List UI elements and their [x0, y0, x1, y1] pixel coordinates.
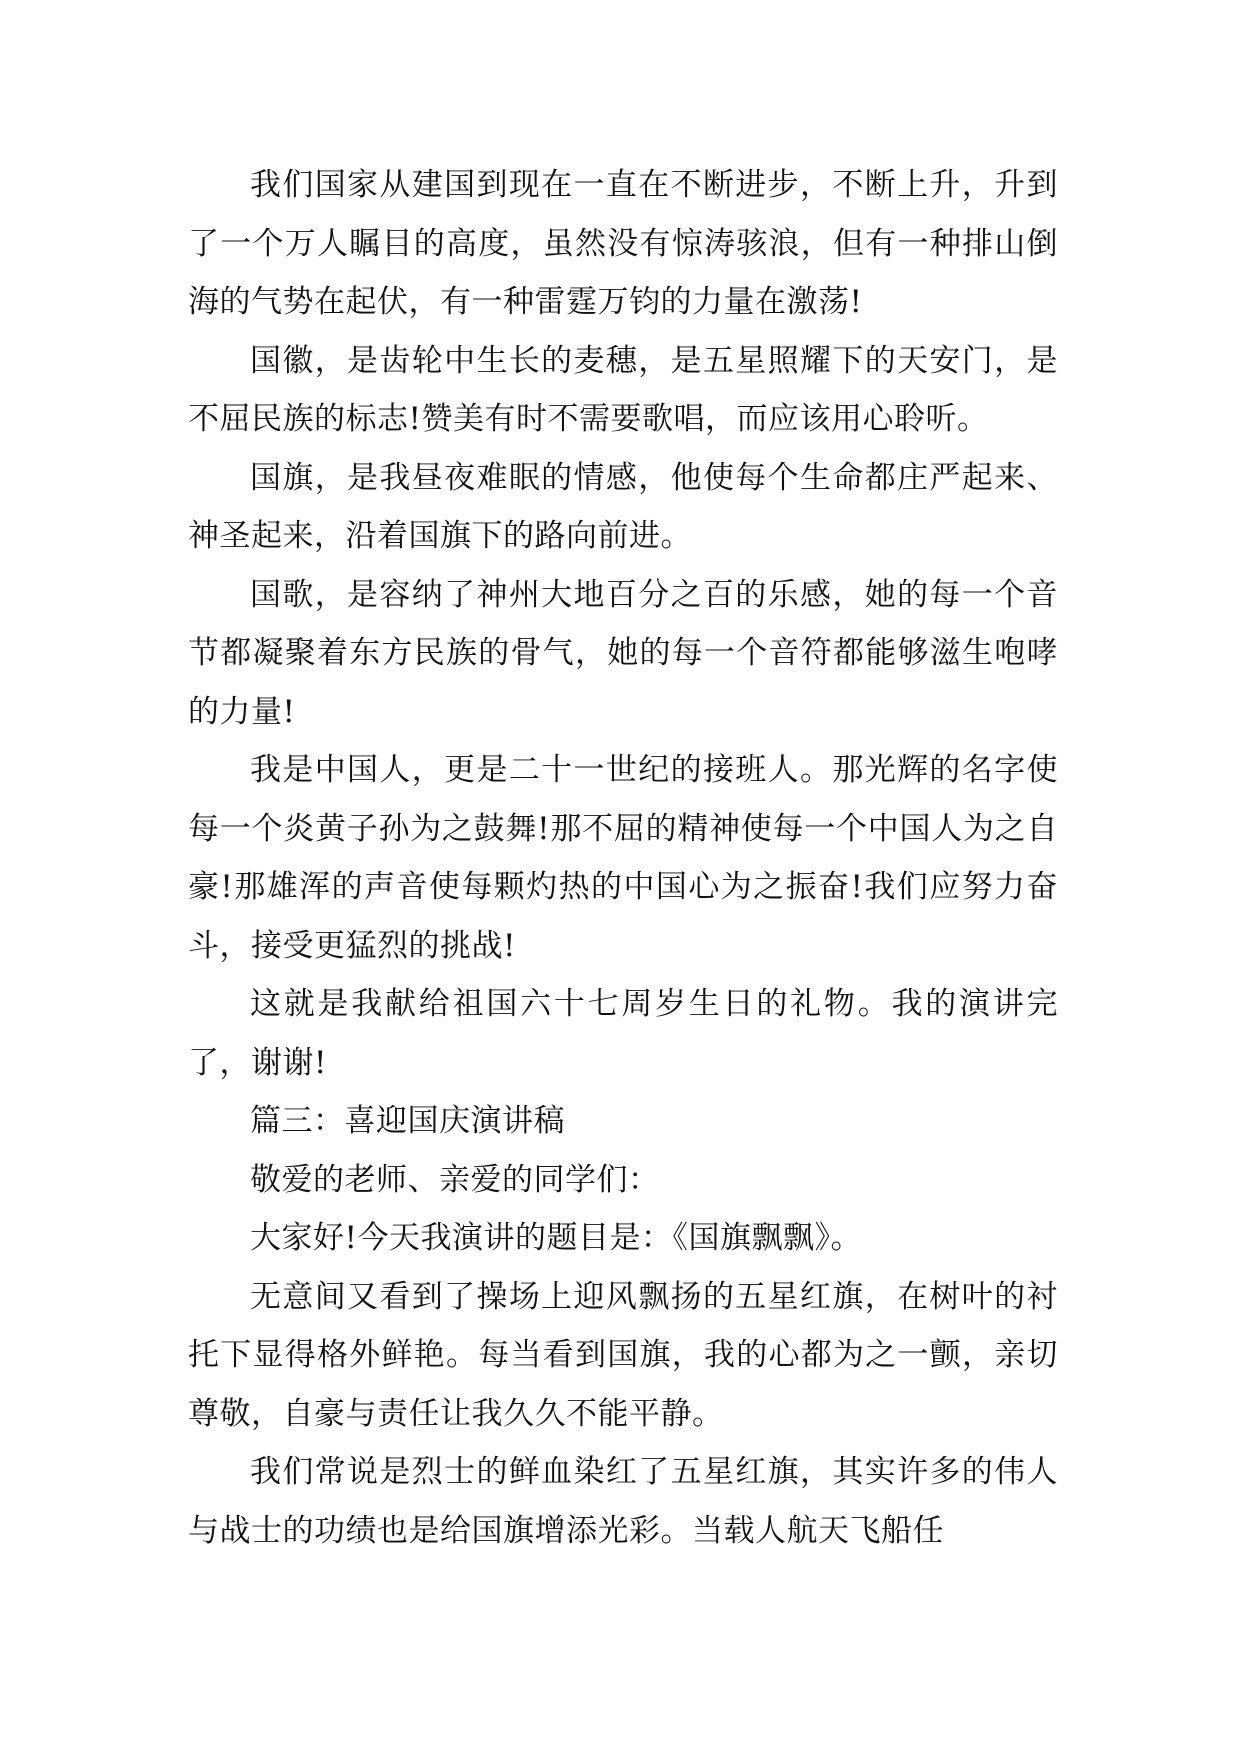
- paragraph: 国旗，是我昼夜难眠的情感，他使每个生命都庄严起来、神圣起来，沿着国旗下的路向前进。: [188, 459, 1058, 554]
- paragraph: 我们常说是烈士的鲜血染红了五星红旗，其实许多的伟人与战士的功绩也是给国旗增添光彩。当载人航天飞船任: [188, 1454, 1058, 1549]
- document-body: [188, 156, 1058, 1560]
- paragraph: 国徽，是齿轮中生长的麦穗，是五星照耀下的天安门，是不屈民族的标志!赞美有时不需要歌唱，而应该用心聆听。: [188, 342, 1058, 437]
- paragraph: 国歌，是容纳了神州大地百分之百的乐感，她的每一个音节都凝聚着东方民族的骨气，她的每一个音符都能够滋生咆哮的力量!: [188, 576, 1058, 730]
- section-heading: 篇三：喜迎国庆演讲稿: [250, 1103, 565, 1139]
- paragraph: 我是中国人，更是二十一世纪的接班人。那光辉的名字使每一个炎黄子孙为之鼓舞!那不屈的精神使每一个中国人为之自豪!那雄浑的声音使每颗灼热的中国心为之振奋!我们应努力奋斗，接受更猛烈的挑战!: [188, 752, 1058, 964]
- paragraph: 我们国家从建国到现在一直在不断进步，不断上升，升到了一个万人瞩目的高度，虽然没有惊涛骇浪，但有一种排山倒海的气势在起伏，有一种雷霆万钧的力量在激荡!: [188, 167, 1058, 320]
- paragraph: 无意间又看到了操场上迎风飘扬的五星红旗，在树叶的衬托下显得格外鲜艳。每当看到国旗，我的心都为之一颤，亲切尊敬，自豪与责任让我久久不能平静。: [188, 1278, 1058, 1432]
- paragraph: 大家好!今天我演讲的题目是：《国旗飘飘》。: [250, 1220, 862, 1256]
- paragraph: 这就是我献给祖国六十七周岁生日的礼物。我的演讲完了，谢谢!: [188, 986, 1058, 1081]
- salutation: 敬爱的老师、亲爱的同学们：: [250, 1161, 660, 1198]
